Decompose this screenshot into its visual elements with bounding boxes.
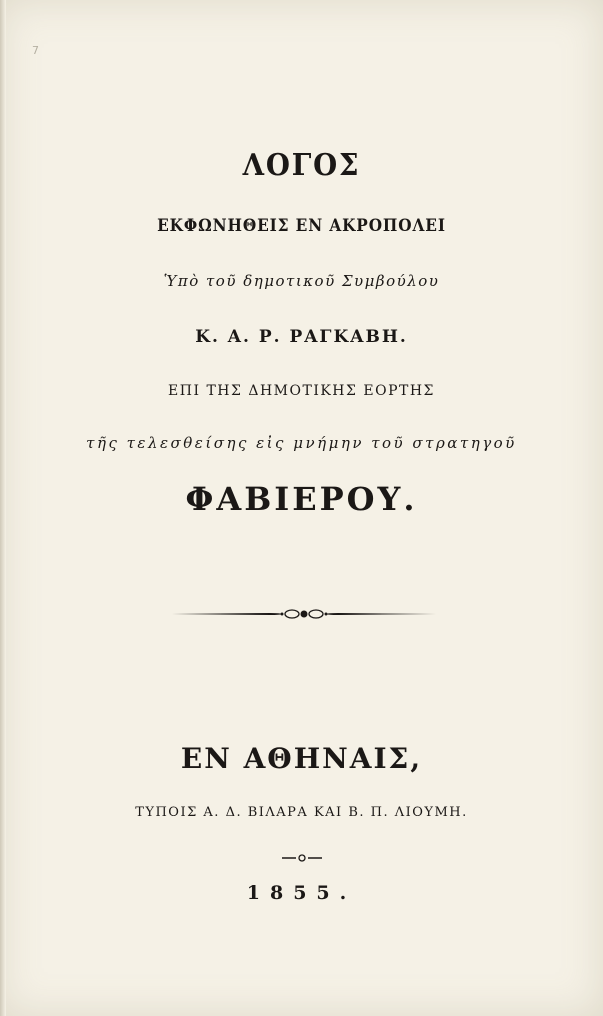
ornamental-rule [170, 604, 438, 624]
document-title: ΛΟΓΟΣ [242, 148, 361, 183]
occasion-line: ΕΠΙ ΤΗΣ ΔΗΜΟΤΙΚΗΣ ΕΟΡΤΗΣ [168, 383, 435, 399]
by-line: Ὑπὸ τοῦ δημοτικοῦ Συμβούλου [163, 272, 440, 290]
author-name: Κ. Α. Ρ. ΡΑΓΚΑΒΗ. [195, 327, 408, 347]
honoree-name: ΦΑΒΙΕΡΟΥ. [185, 480, 418, 518]
printer-line: ΤΥΠΟΙΣ Α. Δ. ΒΙΛΑΡΑ ΚΑΙ Β. Π. ΛΙΟΥΜΗ. [135, 805, 468, 820]
memory-line: τῆς τελεσθείσης εἰς μνήμην τοῦ στρατηγοῦ [86, 434, 517, 452]
document-subtitle: ΕΚΦΩΝΗΘΕΙΣ ΕΝ ΑΚΡΟΠΟΛΕΙ [157, 216, 446, 236]
pencil-mark: 7 [32, 44, 39, 57]
publication-city: ΕΝ ΑΘΗΝΑΙΣ, [180, 742, 423, 775]
publication-year: 1855. [246, 882, 357, 904]
small-ornament [280, 852, 324, 864]
